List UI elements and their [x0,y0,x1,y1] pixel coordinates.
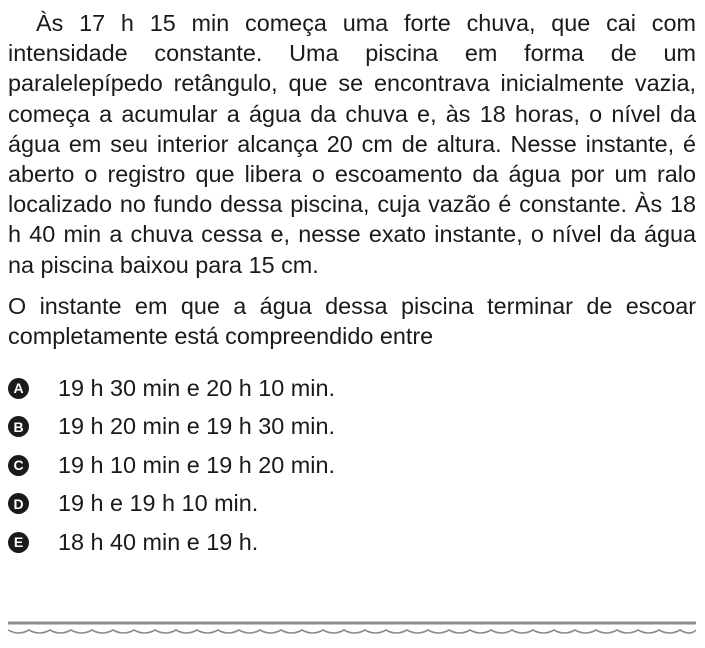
option-c[interactable] [8,446,696,485]
option-letter-badge: C [8,455,29,476]
section-divider [8,620,696,642]
option-e[interactable] [8,523,696,562]
option-letter-badge: D [8,493,29,514]
option-text: 19 h 20 min e 19 h 30 min. [58,413,335,440]
question-stem: Às 17 h 15 min começa uma forte chuva, que cai com intensidade constante. Uma piscina em forma de um paralelepípedo retângulo, que se encontrava inicialmente vazia, começa a acumular a água da chuva e, às 18 horas, o nível da água em seu interior alcança 20 cm de altura. Nesse instante, é aberto o registro que libera o escoamento da água por um ralo localizado no fundo dessa piscina, cuja vazão é constante. Às 18 h 40 min a chuva cessa e, nesse exato instante, o nível da água na piscina baixou para 15 cm. [8,10,696,278]
option-letter-badge: E [8,532,29,553]
option-text: 19 h 10 min e 19 h 20 min. [58,451,335,478]
option-d[interactable] [8,485,696,524]
option-text: 19 h e 19 h 10 min. [58,490,259,517]
answer-options [8,369,696,562]
question-prompt: O instante em que a água dessa piscina terminar de escoar completamente está compreendido entre [8,292,696,350]
option-text: 18 h 40 min e 19 h. [58,528,259,555]
option-b[interactable] [8,408,696,447]
option-a[interactable] [8,369,696,408]
option-letter-badge: B [8,416,29,437]
option-text: 19 h 30 min e 20 h 10 min. [58,374,335,401]
option-letter-badge: A [8,378,29,399]
question-block [8,8,696,562]
